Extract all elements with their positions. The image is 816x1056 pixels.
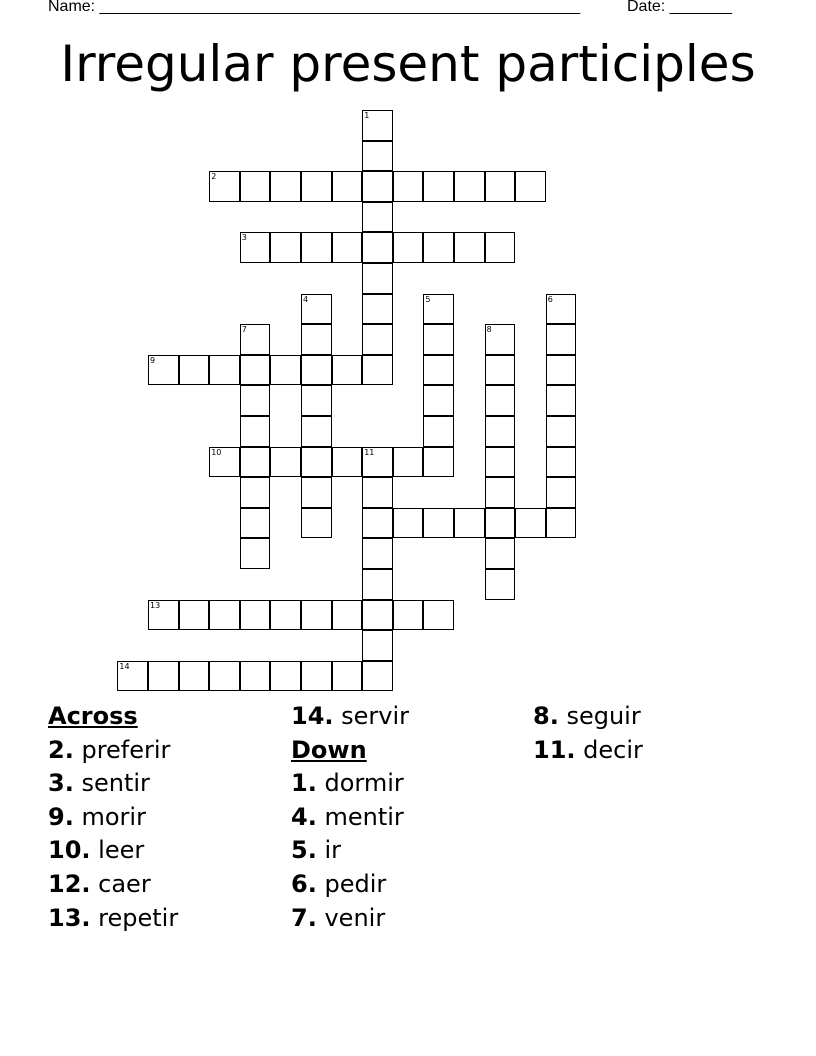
crossword-cell <box>209 447 240 478</box>
crossword-cell <box>546 385 577 416</box>
crossword-cell <box>485 324 516 355</box>
crossword-cell <box>332 171 363 202</box>
crossword-cell <box>148 600 179 631</box>
clue-item: 6. pedir <box>291 869 387 898</box>
crossword-cell <box>240 355 271 386</box>
across-heading: Across <box>48 702 138 730</box>
clue-item: 9. morir <box>48 802 146 831</box>
crossword-cell <box>240 600 271 631</box>
crossword-cell <box>362 355 393 386</box>
crossword-cell <box>301 324 332 355</box>
crossword-cell <box>423 294 454 325</box>
crossword-cell <box>485 538 516 569</box>
crossword-cell <box>423 324 454 355</box>
clues-column-3 <box>533 700 773 767</box>
crossword-cell <box>546 447 577 478</box>
clue-item: 2. preferir <box>48 735 171 764</box>
clue-item: 4. mentir <box>291 802 404 831</box>
crossword-cell <box>209 600 240 631</box>
crossword-cell <box>240 324 271 355</box>
down-heading: Down <box>291 735 367 764</box>
clue-number: 6 <box>547 294 553 304</box>
crossword-cell <box>485 569 516 600</box>
clue-item: 11. decir <box>533 735 643 764</box>
crossword-cell <box>423 508 454 539</box>
crossword-cell <box>393 447 424 478</box>
crossword-cell <box>515 171 546 202</box>
clue-number: 9 <box>150 355 156 365</box>
crossword-cell <box>362 324 393 355</box>
clue-item: 13. repetir <box>48 903 179 932</box>
clue-item: 14. servir <box>291 702 410 730</box>
crossword-cell <box>148 661 179 692</box>
crossword-cell <box>301 661 332 692</box>
crossword-cell <box>485 416 516 447</box>
crossword-cell <box>362 630 393 661</box>
date-field-label: Date: _______ <box>627 0 732 15</box>
page-title: Irregular present participles <box>60 35 756 93</box>
crossword-cell <box>332 447 363 478</box>
crossword-cell <box>270 447 301 478</box>
clue-item: 3. sentir <box>48 769 150 798</box>
clue-number: 4 <box>303 294 309 304</box>
crossword-cell <box>454 508 485 539</box>
crossword-cell <box>270 600 301 631</box>
crossword-cell <box>270 171 301 202</box>
crossword-cell <box>485 447 516 478</box>
crossword-cell <box>423 600 454 631</box>
clue-item: 7. venir <box>291 903 386 932</box>
clue-number: 7 <box>241 325 247 335</box>
crossword-cell <box>240 538 271 569</box>
clue-number: 5 <box>425 294 431 304</box>
clue-number: 10 <box>211 447 222 457</box>
crossword-cell <box>423 171 454 202</box>
clue-item: 8. seguir <box>533 702 641 730</box>
crossword-cell <box>362 569 393 600</box>
crossword-cell <box>485 232 516 263</box>
name-field-label: Name: ______________________________________________________ <box>48 0 581 15</box>
crossword-cell <box>362 447 393 478</box>
crossword-cell <box>362 202 393 233</box>
clue-number: 11 <box>364 447 375 457</box>
crossword-cell <box>240 477 271 508</box>
crossword-cell <box>362 600 393 631</box>
crossword-cell <box>301 477 332 508</box>
crossword-cell <box>546 324 577 355</box>
clue-number: 13 <box>150 600 161 610</box>
crossword-cell <box>393 600 424 631</box>
crossword-cell <box>454 171 485 202</box>
crossword-cell <box>240 447 271 478</box>
crossword-cell <box>423 355 454 386</box>
crossword-cell <box>117 661 148 692</box>
crossword-cell <box>240 232 271 263</box>
crossword-cell <box>301 294 332 325</box>
crossword-cell <box>240 385 271 416</box>
crossword-cell <box>546 508 577 539</box>
clue-item: 10. leer <box>48 836 145 865</box>
clue-number: 1 <box>364 111 370 120</box>
crossword-cell <box>362 232 393 263</box>
crossword-cell <box>393 508 424 539</box>
crossword-cell <box>301 385 332 416</box>
crossword-cell <box>270 355 301 386</box>
clues-section <box>0 700 816 960</box>
clue-number: 14 <box>119 661 130 671</box>
crossword-cell <box>332 355 363 386</box>
crossword-cell <box>362 171 393 202</box>
crossword-cell <box>332 600 363 631</box>
clue-item: 5. ir <box>291 836 342 865</box>
crossword-cell <box>485 385 516 416</box>
crossword-cell <box>270 661 301 692</box>
crossword-cell <box>179 661 210 692</box>
crossword-cell <box>209 355 240 386</box>
clue-number: 8 <box>486 325 492 335</box>
clues-column-1 <box>48 700 288 935</box>
crossword-cell <box>301 355 332 386</box>
crossword-cell <box>423 416 454 447</box>
crossword-cell <box>485 477 516 508</box>
crossword-cell <box>362 294 393 325</box>
crossword-cell <box>485 171 516 202</box>
crossword-cell <box>179 355 210 386</box>
crossword-cell <box>209 171 240 202</box>
crossword-cell <box>148 355 179 386</box>
crossword-cell <box>332 661 363 692</box>
crossword-cell <box>240 416 271 447</box>
crossword-cell <box>301 416 332 447</box>
clue-number: 2 <box>211 172 217 182</box>
crossword-cell <box>362 110 393 141</box>
clue-item: 12. caer <box>48 869 151 898</box>
crossword-cell <box>332 232 363 263</box>
crossword-cell <box>423 385 454 416</box>
crossword-cell <box>393 232 424 263</box>
crossword-cell <box>362 477 393 508</box>
crossword-cell <box>301 232 332 263</box>
crossword-cell <box>270 232 301 263</box>
crossword-cell <box>362 141 393 172</box>
crossword-cell <box>546 355 577 386</box>
crossword-cell <box>209 661 240 692</box>
clue-number: 3 <box>241 233 247 243</box>
crossword-cell <box>423 447 454 478</box>
crossword-cell <box>515 508 546 539</box>
crossword-cell <box>485 355 516 386</box>
crossword-cell <box>393 171 424 202</box>
crossword-cell <box>423 232 454 263</box>
crossword-cell <box>362 263 393 294</box>
crossword-cell <box>485 508 516 539</box>
crossword-cell <box>362 508 393 539</box>
crossword-cell <box>240 508 271 539</box>
clue-item: 1. dormir <box>291 769 404 798</box>
crossword-cell <box>301 447 332 478</box>
crossword-cell <box>362 538 393 569</box>
crossword-cell <box>546 416 577 447</box>
crossword-cell <box>179 600 210 631</box>
crossword-cell <box>301 171 332 202</box>
crossword-cell <box>301 600 332 631</box>
crossword-cell <box>362 661 393 692</box>
crossword-cell <box>240 171 271 202</box>
crossword-cell <box>240 661 271 692</box>
clues-column-2 <box>291 700 531 935</box>
crossword-cell <box>546 477 577 508</box>
crossword-cell <box>301 508 332 539</box>
crossword-cell <box>546 294 577 325</box>
crossword-cell <box>454 232 485 263</box>
